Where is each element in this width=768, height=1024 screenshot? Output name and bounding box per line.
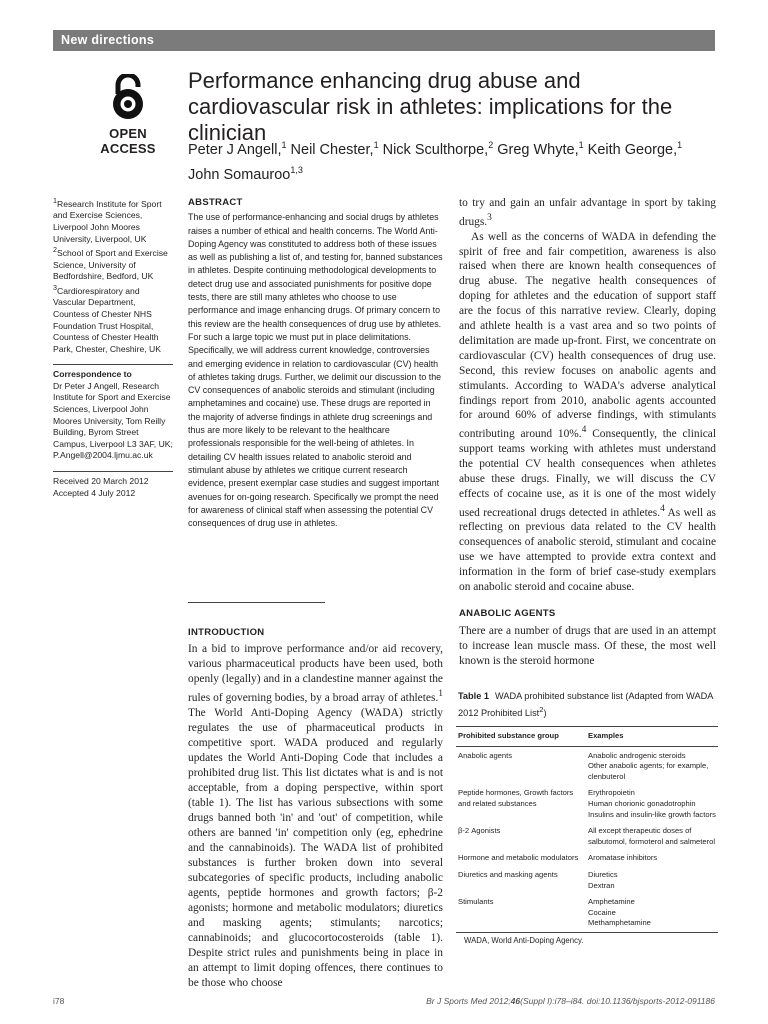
accepted-date: Accepted 4 July 2012 bbox=[53, 487, 136, 498]
open-access-text: OPEN ACCESS bbox=[100, 126, 156, 156]
table-row bbox=[456, 849, 718, 866]
received-date: Received 20 March 2012 bbox=[53, 476, 149, 487]
table-cell: Aromatase inhibitors bbox=[588, 853, 658, 863]
anabolic-agents-heading: ANABOLIC AGENTS bbox=[459, 607, 556, 619]
table-footnote: WADA, World Anti-Doping Agency. bbox=[464, 935, 584, 945]
table-row bbox=[456, 822, 718, 849]
table-cell: Amphetamine Cocaine Methamphetamine bbox=[586, 893, 718, 932]
body-paragraph: As well as the concerns of WADA in defending the spirit of free and fair competition, awareness is also raised when there are known health consequences of drug abuse. The negative health consequences of doping for athletes and the education of support staff are the focus of this narrative review. Clearly, doping and athlete health is a vast area and so two points of delimitation are made up-front. First, we concentrate on cardiovascular (CV) health consequences of drug use. Second, this review focuses on anabolic agents and stimulants. According to WADA's adverse analytical findings report from 2010, anabolic agents accounted for around 60% of adverse findings, with stimulants contributing around 10%.$^4$ Consequently, the clinical support teams working with athletes must understand the potential CV health consequences when athletes abuse these drugs. Finally, we will discuss the CV effects of cocaine use, as it is one of the most widely used recreational drugs detected in athletes.$^4$ As well as reflecting on previous data related to the CV health consequences of anabolic steroid, stimulant and cocaine use we have attempted to provide extra context and information in the form of brief case-study exemplars on anabolic steroid and cocaine abuse. bbox=[459, 230, 717, 594]
introduction bbox=[188, 625, 443, 991]
table-cell: Diuretics Dextran bbox=[588, 870, 618, 890]
sidebar-notes bbox=[53, 196, 173, 499]
anabolic-agents-text: There are a number of drugs that are used in an attempt to increase lean muscle mass. Of these, the most well known is the steroid hormone bbox=[459, 624, 716, 667]
table-row bbox=[456, 866, 718, 893]
right-column bbox=[459, 196, 716, 669]
table-header-row bbox=[456, 727, 718, 747]
author: Nick Sculthorpe, bbox=[382, 141, 489, 158]
table-cell: Peptide hormones, Growth factors and related substances bbox=[458, 788, 574, 809]
article-title: Performance enhancing drug abuse and cardiovascular risk in athletes: implications for the clinician bbox=[188, 68, 673, 145]
table-cell: Anabolic androgenic steroids Other anabolic agents; for example, clenbuterol bbox=[588, 750, 709, 781]
abstract bbox=[188, 196, 443, 530]
section-label: New directions bbox=[61, 33, 155, 47]
affiliation: $^3$Cardiorespiratory and Vascular Department, Countess of Chester NHS Foundation Trust Hospital, Countess of Chester Health Park, Chester, Cheshire, UK bbox=[53, 283, 161, 354]
table-caption: Table 1 WADA prohibited substance list (Adapted from WADA 2012 Prohibited List$^2$) bbox=[458, 691, 713, 719]
table-cell: β-2 Agonists bbox=[458, 826, 501, 836]
introduction-text: In a bid to improve performance and/or aid recovery, various pharmaceutical products have been used, both openly (legally) and in a clandestine manner against the rules of governing bodies, by a broad array of athletes.$^1$ The World Anti-Doping Agency (WADA) strictly regulates the use of pharmaceutical products in competitive sport. WADA produced and regularly updates the World Anti-Doping Code that includes a prohibited drug list. This list dictates what is and is not acceptable, from a doping perspective, within sport (table 1). The list has various subsections with some drugs banned both 'in' and 'out' of competition, while others are banned 'in' competition only (eg, ephedrine and the cannabinoids). The WADA list of prohibited substances is further broken down into several subcategories of specific products, including anabolic agents, peptide hormones and growth factors; β-2 agonists; hormone and metabolic modulators; diuretics and masking agents; stimulants; narcotics; cannabinoids; and glucocortocosteroids (table 1). Despite strict rules and punishments being in place in an attempt to limit doping offences, there continues to be those who choose bbox=[188, 643, 443, 989]
table-cell: Anabolic agents bbox=[458, 750, 513, 760]
author: Keith George, bbox=[587, 141, 678, 158]
affiliation: $^1$Research Institute for Sport and Exercise Sciences, Liverpool John Moores University, Liverpool, UK bbox=[53, 197, 162, 244]
article-dates bbox=[53, 471, 173, 499]
table-cell: All except therapeutic doses of salbutomol, formoterol and salmeterol bbox=[588, 826, 716, 846]
table-1 bbox=[456, 690, 718, 945]
author: Greg Whyte, bbox=[497, 141, 579, 158]
journal-citation: Br J Sports Med 2012;46(Suppl I):i78–i84. doi:10.1136/bjsports-2012-091186 bbox=[426, 996, 715, 1006]
substance-table bbox=[456, 726, 718, 933]
page-number: i78 bbox=[53, 996, 65, 1006]
section-band bbox=[53, 30, 715, 51]
author: John Somauroo bbox=[188, 166, 291, 183]
abstract-heading: ABSTRACT bbox=[188, 197, 243, 208]
abstract-text: The use of performance-enhancing and social drugs by athletes raises a number of ethical and health concerns. The World Anti-Doping Agency was constituted to address both of these issues as well as publishing a list of, and testing for, banned substances in athletes. Despite continuing methodological developments to detect drug use and associated punishments for positive dope tests, there are still many athletes who choose to use performance and image enhancing drugs. Of primary concern to this review are the health consequences of drug use by athletes. For such a large topic we must put in place delimitations. Specifically, we will address current knowledge, controversies and emerging evidence in relation to cardiovascular (CV) health of athletes taking drugs. Further, we delimit our discussion to the CV consequences of anabolic steroids and stimulant (including amphetamines and cocaine) use. These drugs are reported in the majority of adverse findings in athlete drug screenings and thus are more likely to be relevant to the healthcare professionals responsible for the well-being of athletes. In detailing CV health issues related to anabolic steroid and stimulant abuse by athletes we critique current research evidence, present exemplar case studies and suggest important avenues for on-going research. Specifically we prompt the need for awareness of clinical staff when assessing the potential CV consequences of drug use in athletes. bbox=[188, 212, 443, 529]
column-header: Prohibited substance group bbox=[456, 727, 586, 747]
author: Neil Chester, bbox=[290, 141, 374, 158]
author: Peter J Angell, bbox=[188, 141, 282, 158]
table-cell: Hormone and metabolic modulators bbox=[458, 853, 579, 863]
introduction-heading: INTRODUCTION bbox=[188, 627, 265, 638]
table-row bbox=[456, 746, 718, 784]
table-cell: Erythropoietin Human chorionic gonadotrophin Insulins and insulin-like growth factors bbox=[588, 788, 716, 819]
open-access-logo bbox=[88, 74, 168, 156]
column-header: Examples bbox=[586, 727, 718, 747]
open-access-lock-icon bbox=[108, 74, 148, 120]
table-row bbox=[456, 784, 718, 822]
table-cell: Diuretics and masking agents bbox=[458, 870, 558, 879]
body-paragraph: to try and gain an unfair advantage in sport by taking drugs.$^3$ bbox=[459, 197, 716, 228]
correspondence-text: Dr Peter J Angell, Research Institute for Sport and Exercise Sciences, Liverpool John Moores University, Tom Reilly Building, Byrom Street Campus, Liverpool L3 3AF, UK; P.Angell@2004.ljmu.ac.uk bbox=[53, 380, 173, 461]
table-row bbox=[456, 893, 718, 932]
abstract-divider bbox=[188, 602, 325, 603]
affiliation: $^2$School of Sport and Exercise Science, University of Bedfordshire, Bedford, UK bbox=[53, 246, 168, 282]
table-cell: Stimulants bbox=[456, 893, 586, 932]
author-list: Peter J Angell,$^1$ Neil Chester,$^1$ Nick Sculthorpe,$^2$ Greg Whyte,$^1$ Keith George,$^1$ John Somauroo$^{1,3}$ bbox=[188, 140, 683, 183]
correspondence-heading: Correspondence to bbox=[53, 364, 173, 381]
